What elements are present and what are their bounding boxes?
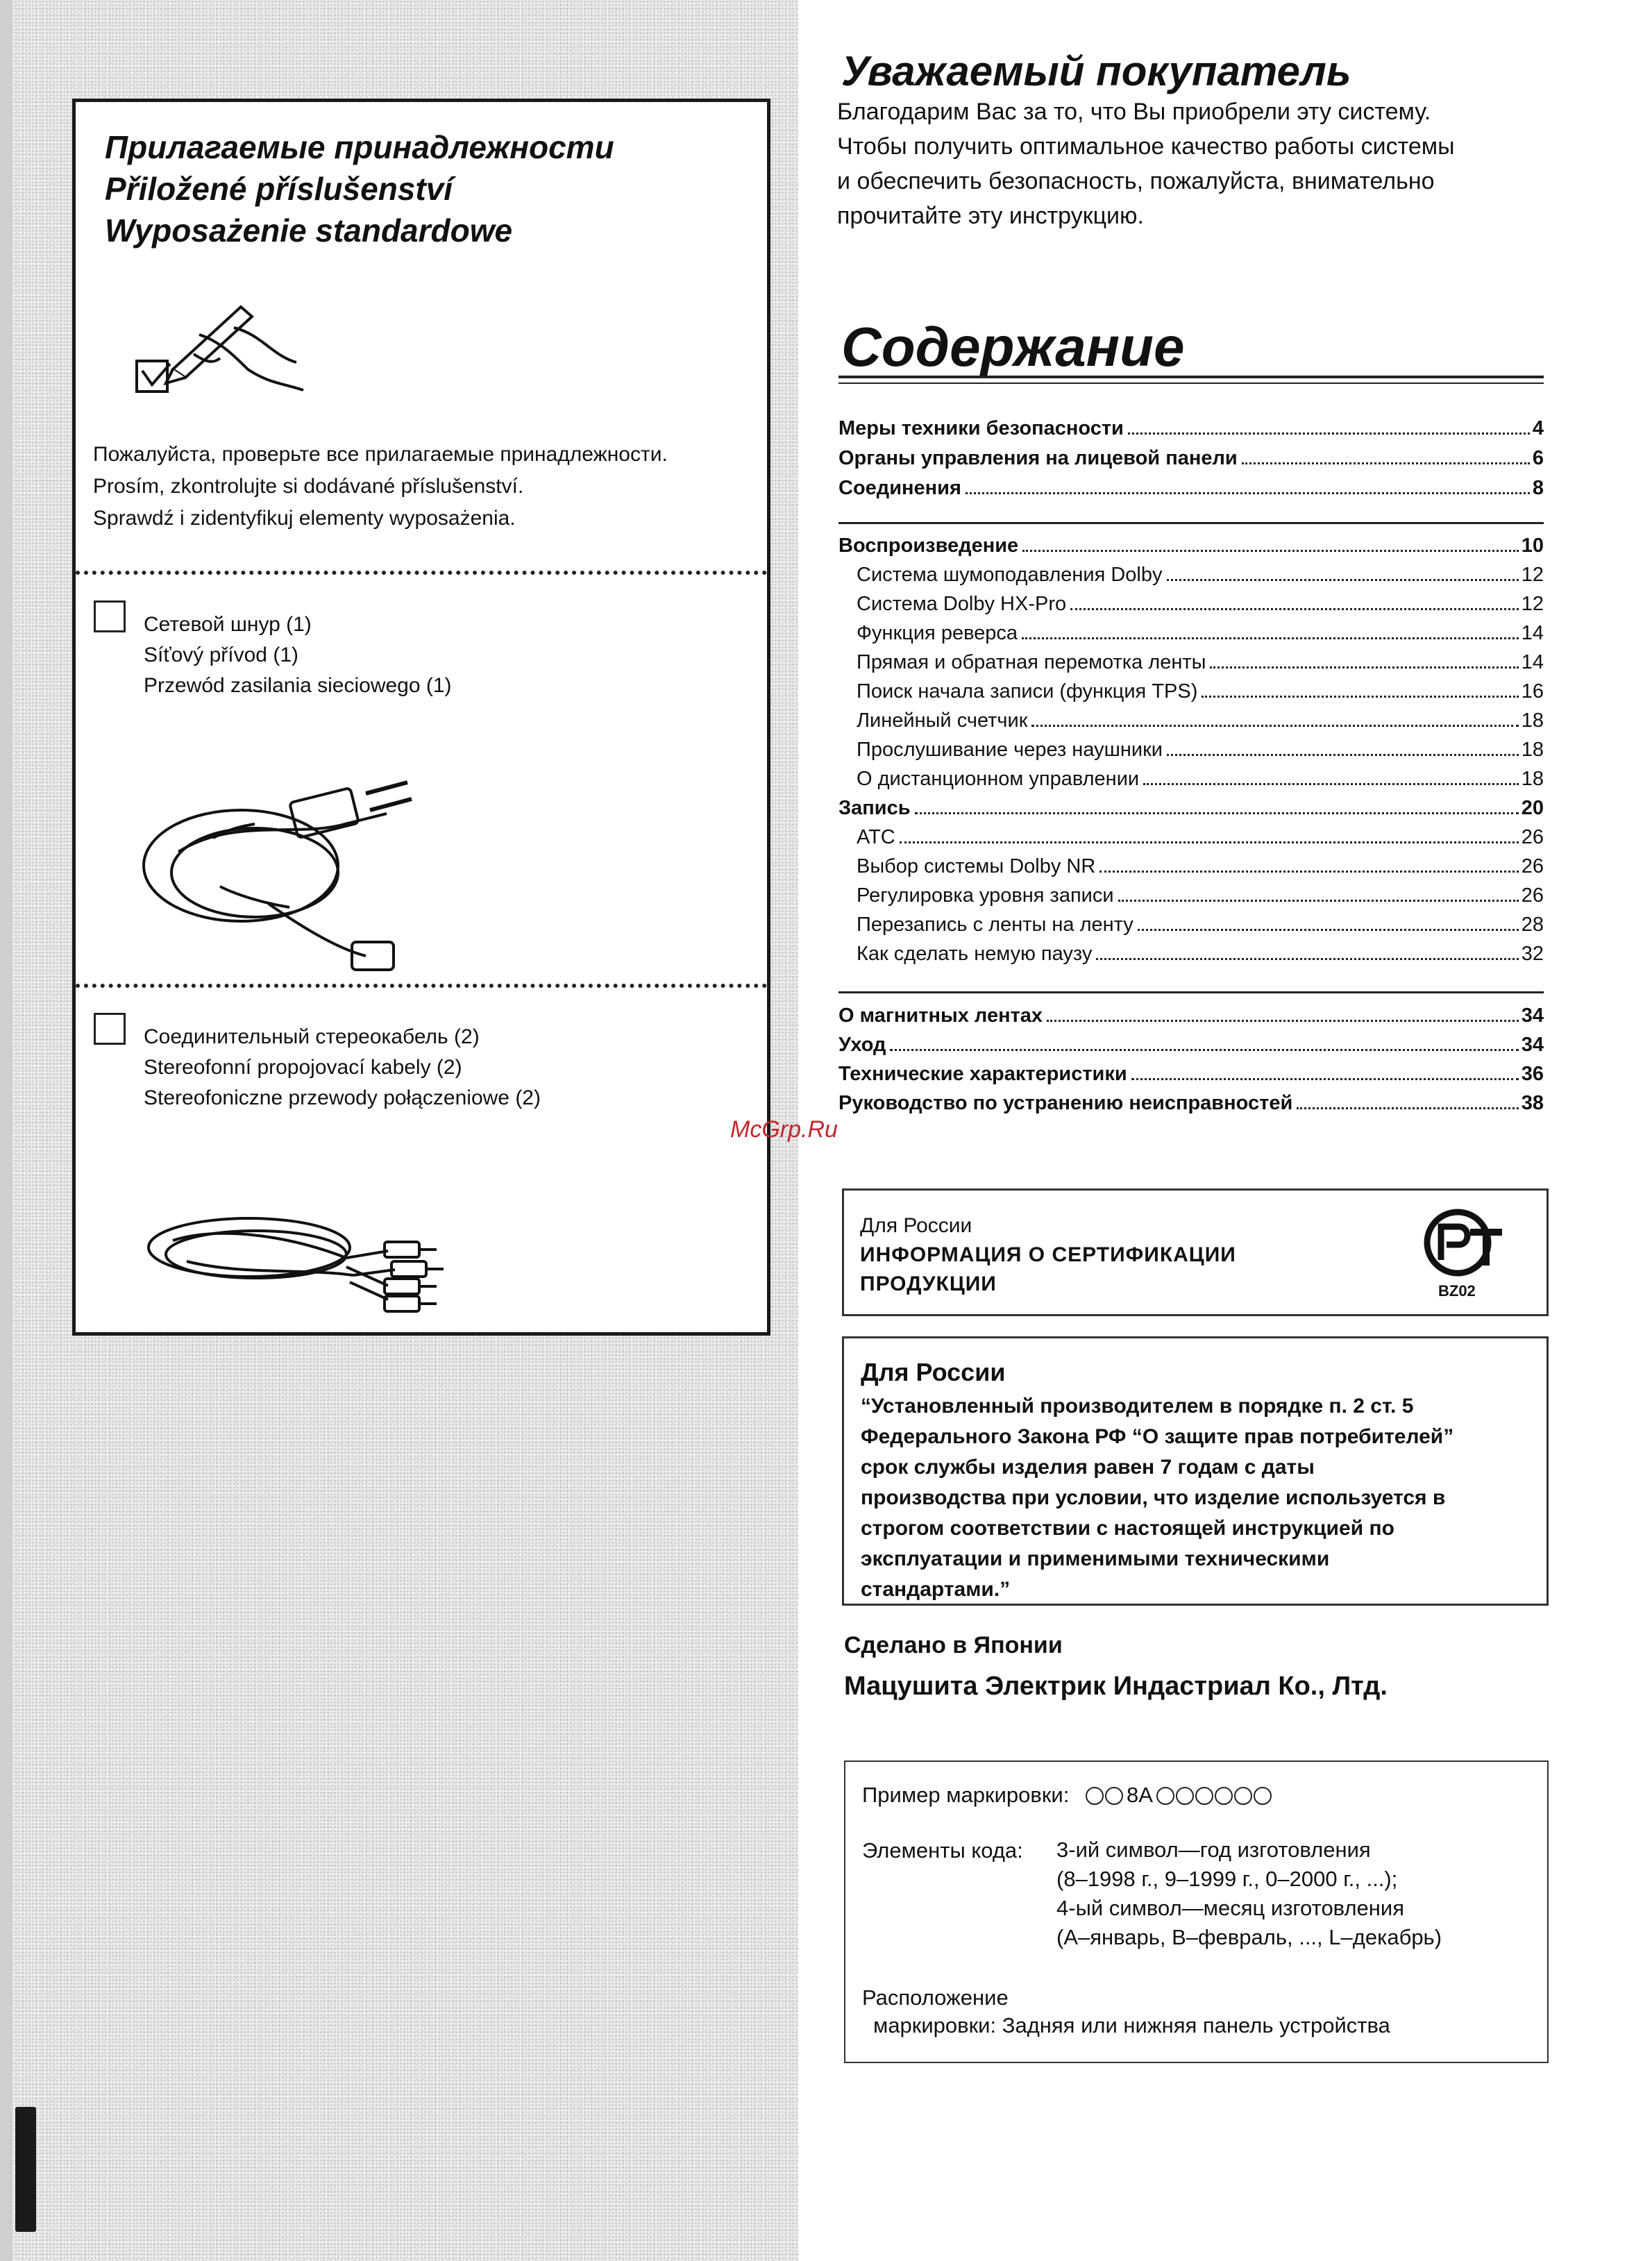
page-edge	[0, 0, 12, 2261]
toc-subentry[interactable]: Прямая и обратная перемотка ленты 14	[857, 651, 1544, 673]
accessories-check-text-cz: Prosím, zkontrolujte si dodávané příslušenství.	[93, 475, 524, 498]
toc-entry[interactable]: Руководство по устранению неисправностей 38	[838, 1092, 1544, 1114]
toc-entry[interactable]: Соединения 8	[838, 477, 1544, 499]
cert-line: ИНФОРМАЦИЯ О СЕРТИФИКАЦИИ	[860, 1243, 1236, 1266]
company-name: Мацушита Электрик Индастриал Ко., Лтд.	[844, 1672, 1388, 1701]
power-cord-checkbox[interactable]	[94, 600, 126, 632]
accessories-title-cz: Přiložené příslušenství	[105, 171, 453, 207]
accessories-check-text-pl: Sprawdź i zidentyfikuj elementy wyposażenia.	[93, 507, 516, 530]
greeting-line: Благодарим Вас за то, что Вы приобрели эту систему.	[837, 99, 1431, 125]
marking-placeholder-circles	[1156, 1783, 1272, 1807]
power-cord-label-ru: Сетевой шнур (1)	[144, 613, 312, 636]
certification-box	[842, 1188, 1549, 1316]
stereo-cable-label-ru: Соединительный стереокабель (2)	[144, 1025, 480, 1048]
power-cord-label-cz: Síťový přívod (1)	[144, 644, 298, 666]
service-life-line: “Установленный производителем в порядке п. 2 ст. 5	[861, 1395, 1414, 1418]
stereo-cable-label-pl: Stereofoniczne przewody połączeniowe (2)	[144, 1086, 541, 1109]
toc-subentry[interactable]: Линейный счетчик 18	[857, 709, 1544, 732]
toc-subentry[interactable]: Прослушивание через наушники 18	[857, 739, 1544, 761]
toc-subentry[interactable]: Как сделать немую паузу 32	[857, 943, 1544, 965]
marking-code-line: 4-ый символ—месяц изготовления	[1056, 1896, 1404, 1920]
stereo-cable-checkbox[interactable]	[94, 1013, 126, 1045]
dotted-separator	[76, 571, 767, 575]
toc-subentry[interactable]: Система шумоподавления Dolby 12	[857, 564, 1544, 586]
service-life-line: эксплуатации и применимыми техническими	[861, 1547, 1330, 1570]
service-life-line: строгом соответствии с настоящей инструкцией по	[861, 1517, 1394, 1540]
power-cord-icon	[137, 748, 470, 977]
marking-location-text: маркировки: Задняя или нижняя панель устройства	[873, 2013, 1390, 2037]
cert-line: Для России	[860, 1214, 972, 1237]
greeting-line: прочитайте эту инструкцию.	[837, 203, 1144, 229]
contents-title: Содержание	[841, 316, 1185, 378]
cert-code: BZ02	[1438, 1282, 1476, 1300]
accessories-check-text-ru: Пожалуйста, проверьте все прилагаемые принадлежности.	[93, 443, 668, 466]
service-life-line: производства при условии, что изделие используется в	[861, 1486, 1446, 1509]
accessories-title-ru: Прилагаемые принадлежности	[105, 129, 614, 165]
stereo-cable-label-cz: Stereofonní propojovací kabely (2)	[144, 1056, 462, 1079]
marking-example-label: Пример маркировки:	[862, 1783, 1070, 1807]
toc-subentry[interactable]: Поиск начала записи (функция TPS) 16	[857, 680, 1544, 703]
toc-entry[interactable]: Запись 20	[838, 797, 1544, 819]
marking-placeholder-circles	[1085, 1783, 1124, 1807]
service-life-title: Для России	[861, 1358, 1006, 1386]
toc-entry[interactable]: Воспроизведение 10	[838, 535, 1544, 557]
marking-example-code: 8A	[1127, 1783, 1153, 1807]
toc-subentry[interactable]: Выбор системы Dolby NR 26	[857, 855, 1544, 877]
toc-subentry[interactable]: Система Dolby HX-Pro 12	[857, 593, 1544, 615]
watermark[interactable]: McGrp.Ru	[730, 1116, 838, 1143]
toc-separator	[838, 991, 1544, 993]
toc-subentry[interactable]: Перезапись с ленты на ленту 28	[857, 914, 1544, 936]
toc-subentry[interactable]: Функция реверса 14	[857, 622, 1544, 644]
toc-entry[interactable]: О магнитных лентах 34	[838, 1005, 1544, 1027]
toc-subentry[interactable]: О дистанционном управлении 18	[857, 768, 1544, 790]
toc-entry[interactable]: Органы управления на лицевой панели 6	[838, 447, 1544, 469]
greeting-line: и обеспечить безопасность, пожалуйста, внимательно	[837, 168, 1435, 194]
marking-box	[844, 1760, 1549, 2063]
toc-subentry[interactable]: АТС 26	[857, 826, 1544, 848]
contents-rule	[838, 376, 1544, 378]
toc-subentry[interactable]: Регулировка уровня записи 26	[857, 884, 1544, 907]
page-tab-marker	[15, 2107, 36, 2232]
power-cord-label-pl: Przewód zasilania sieciowego (1)	[144, 674, 452, 697]
marking-code-line: (8–1998 г., 9–1999 г., 0–2000 г., ...);	[1056, 1867, 1398, 1891]
service-life-line: Федерального Закона РФ “О защите прав потребителей”	[861, 1425, 1454, 1448]
greeting-line: Чтобы получить оптимальное качество работы системы	[837, 133, 1455, 160]
accessories-box	[72, 99, 770, 1336]
marking-code-label: Элементы кода:	[862, 1838, 1023, 1863]
marking-code-line: 3-ий символ—год изготовления	[1056, 1838, 1371, 1862]
made-in-text: Сделано в Японии	[844, 1632, 1063, 1658]
stereo-cable-icon	[145, 1192, 478, 1345]
marking-example	[862, 1783, 1272, 1808]
toc-separator	[838, 522, 1544, 524]
rst-certification-icon	[1422, 1204, 1505, 1281]
marking-location-label: Расположение	[862, 1985, 1009, 2010]
toc-entry[interactable]: Технические характеристики 36	[838, 1063, 1544, 1085]
greeting-title: Уважаемый покупатель	[841, 48, 1351, 94]
dotted-separator	[76, 984, 767, 988]
service-life-line: стандартами.”	[861, 1578, 1011, 1601]
accessories-title-pl: Wyposażenie standardowe	[105, 212, 513, 249]
marking-code-line: (А–январь, В–февраль, ..., L–декабрь)	[1056, 1925, 1442, 1949]
contents-rule	[838, 383, 1544, 384]
service-life-box	[842, 1336, 1549, 1606]
toc-entry[interactable]: Уход 34	[838, 1034, 1544, 1056]
service-life-line: срок службы изделия равен 7 годам с даты	[861, 1456, 1315, 1479]
toc-entry[interactable]: Меры техники безопасности 4	[838, 417, 1544, 439]
cert-line: ПРОДУКЦИИ	[860, 1272, 997, 1295]
